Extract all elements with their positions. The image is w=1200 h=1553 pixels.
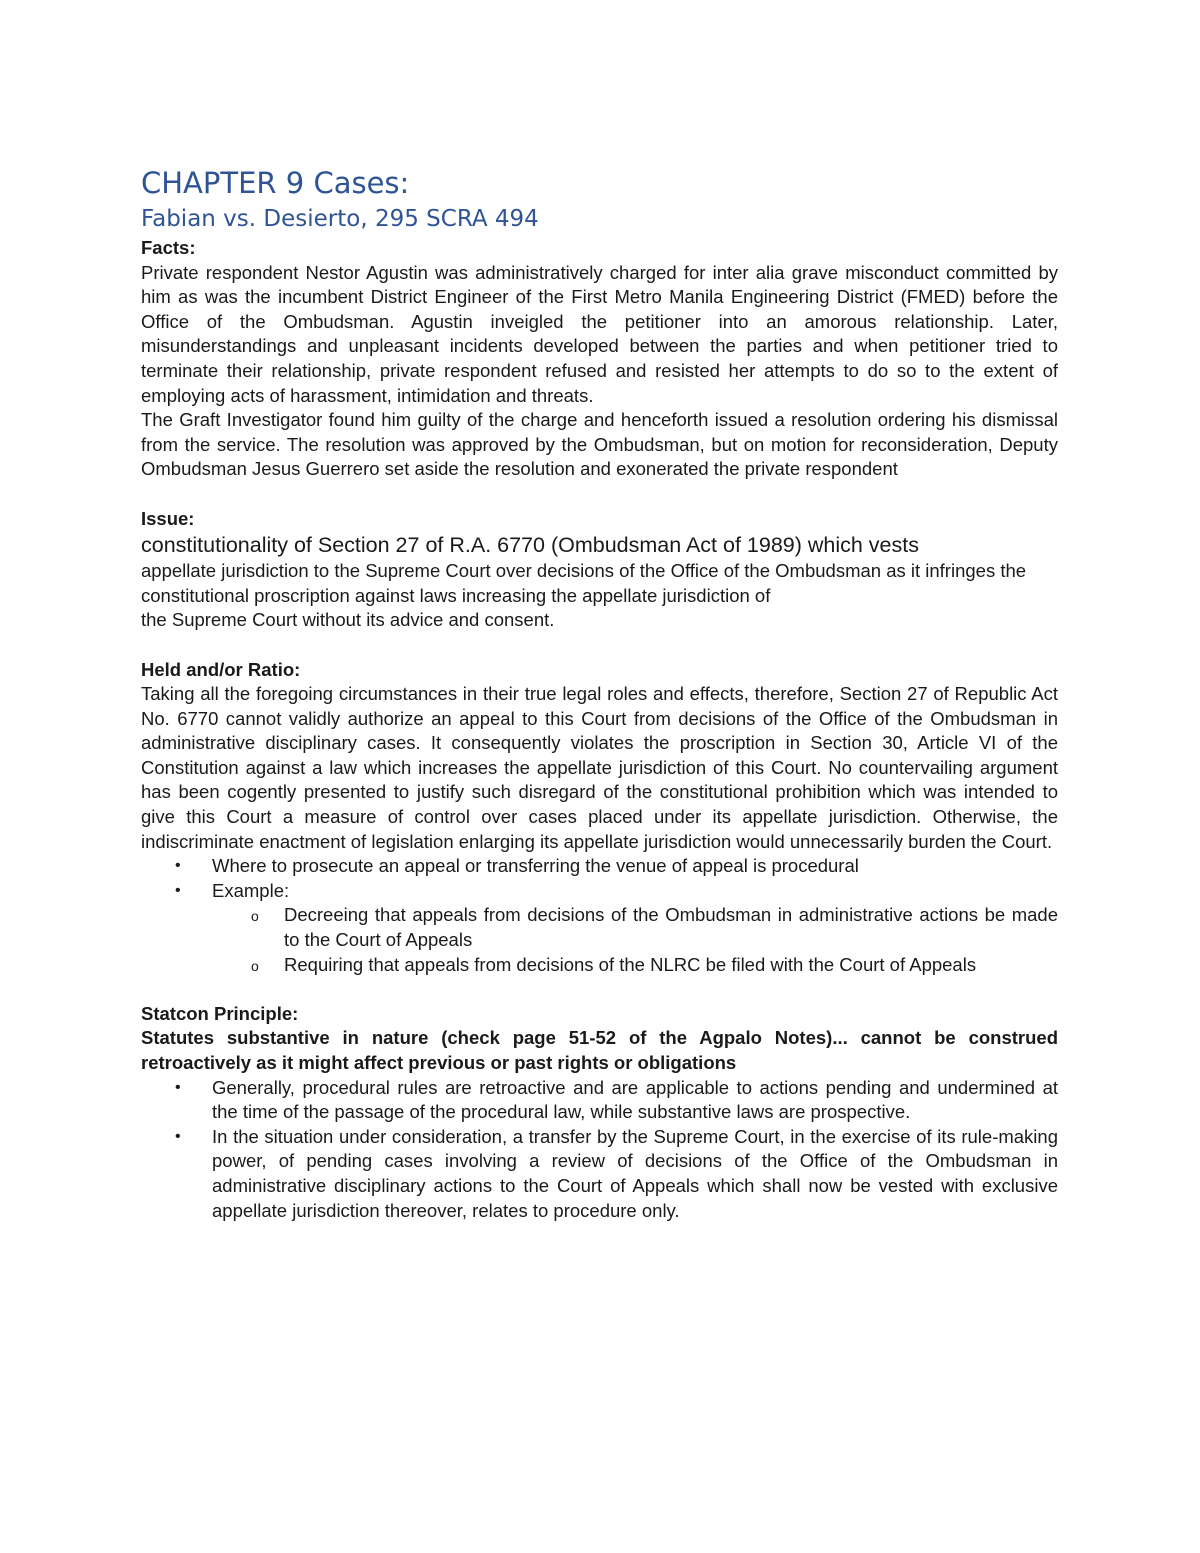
list-item [141, 1125, 1058, 1223]
case-title: Fabian vs. Desierto, 295 SCRA 494 [141, 206, 539, 232]
held-bullet-list [141, 854, 1058, 977]
list-item-text: Generally, procedural rules are retroactive and are applicable to actions pending and undermined at the time of the passage of the procedural law, while substantive laws are prospective. [212, 1076, 1058, 1123]
list-item-text: Decreeing that appeals from decisions of the Ombudsman in administrative actions be made to the Court of Appeals [284, 904, 1058, 951]
facts-paragraph-2: The Graft Investigator found him guilty of the charge and henceforth issued a resolution ordering his dismissal from the service. The resolution was approved by the Ombudsman, but on motion for reconsideration, Deputy Ombudsman Jesus Guerrero set aside the resolution and exonerated the private respondent [141, 409, 1058, 480]
example-sub-list [212, 903, 1058, 977]
list-item [212, 903, 1058, 952]
facts-label: Facts: [141, 237, 196, 258]
held-label: Held and/or Ratio: [141, 658, 301, 680]
circle-bullet-icon: o [251, 957, 259, 974]
statcon-principle: Statutes substantive in nature (check page 51-52 of the Agpalo Notes)... cannot be construed retroactively as it might affect previous or past rights or obligations [141, 1027, 1058, 1073]
list-item-text: Example: [212, 879, 290, 901]
list-item [141, 854, 1058, 879]
facts-paragraph-1: Private respondent Nestor Agustin was administratively charged for inter alia grave misconduct committed by him as was the incumbent District Engineer of the First Metro Manila Engineering District (FMED) before the Office of the Ombudsman. Agustin inveigled the petitioner into an amorous relationship. Later, misunderstandings and unpleasant incidents developed between the parties and when petitioner tried to terminate their relationship, private respondent refused and resisted her attempts to do so to the extent of employing acts of harassment, intimidation and threats. [141, 261, 1058, 406]
statcon-bullet-list [141, 1076, 1058, 1224]
issue-last-line: the Supreme Court without its advice and consent. [141, 609, 555, 631]
statcon-label: Statcon Principle: [141, 1002, 299, 1024]
bullet-icon: • [175, 1127, 181, 1145]
circle-bullet-icon: o [251, 908, 259, 925]
list-item-text: Requiring that appeals from decisions of the NLRC be filed with the Court of Appeals [284, 953, 977, 975]
list-item [141, 1076, 1058, 1125]
list-item [212, 953, 1058, 978]
issue-first-line: constitutionality of Section 27 of R.A. 6770 (Ombudsman Act of 1989) which vests [141, 533, 919, 558]
issue-text: appellate jurisdiction to the Supreme Court over decisions of the Office of the Ombudsman as it infringes the constitutional proscription against laws increasing the appellate jurisdiction of [141, 560, 1027, 606]
bullet-icon: • [175, 881, 181, 899]
chapter-title: CHAPTER 9 Cases: [141, 166, 410, 200]
held-paragraph: Taking all the foregoing circumstances in their true legal roles and effects, therefore, Section 27 of Republic Act No. 6770 cannot validly authorize an appeal to this Court from decisions of the Office of the Ombudsman in administrative disciplinary cases. It consequently violates the proscription in Section 30, Article VI of the Constitution against a law which increases the appellate jurisdiction of this Court. No countervailing argument has been cogently presented to justify such disregard of the constitutional prohibition which was intended to give this Court a measure of control over cases placed under its appellate jurisdiction. Otherwise, the indiscriminate enactment of legislation enlarging its appellate jurisdiction would unnecessarily burden the Court. [141, 683, 1058, 852]
bullet-icon: • [175, 857, 181, 875]
issue-label: Issue: [141, 507, 195, 529]
list-item-text: In the situation under consideration, a transfer by the Supreme Court, in the exercise of its rule-making power, of pending cases involving a review of decisions of the Office of the Ombudsman in administrative disciplinary actions to the Court of Appeals which shall now be vested with exclusive appellate jurisdiction thereover, relates to procedure only. [212, 1125, 1058, 1221]
document-page [141, 164, 1058, 1223]
list-item-text: Where to prosecute an appeal or transferring the venue of appeal is procedural [212, 855, 859, 877]
list-item [141, 879, 1058, 977]
bullet-icon: • [175, 1078, 181, 1096]
